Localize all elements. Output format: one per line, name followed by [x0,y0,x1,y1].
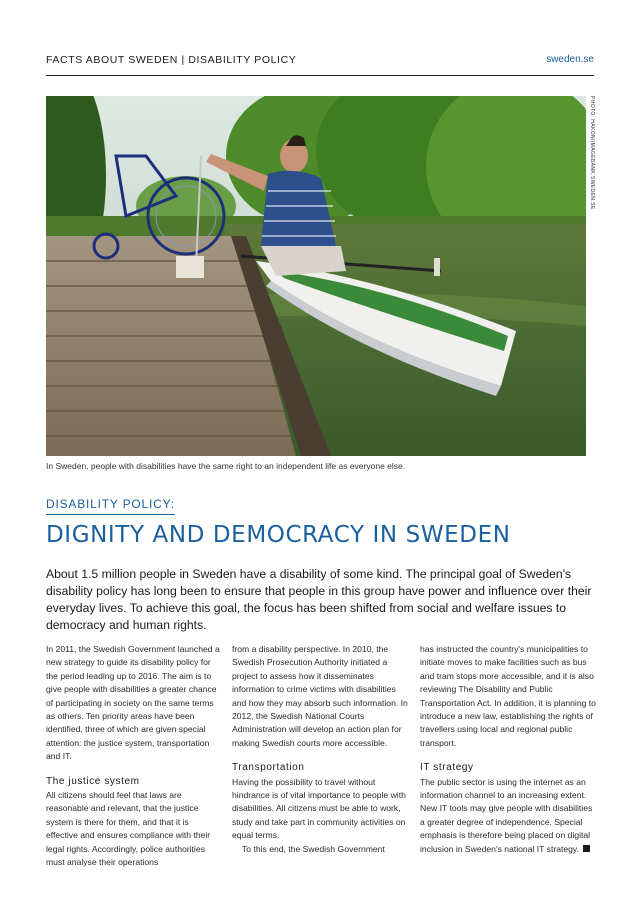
column-paragraph: has instructed the country's municipalities to initiate moves to make facilities such as bus and tram stops more accessible, and it is also reviewing The Disability and Public Transportation Act. In addition, it is planning to introduce a new law, establishing the rights of travellers using local and regional public transport. [420,644,596,748]
text-column-3 [420,643,596,856]
text-column-2 [232,643,408,856]
kayak-wheelchair-photo [46,96,586,456]
section-kicker: DISABILITY POLICY: [46,497,175,515]
photo-credit-text: PHOTO: HAKON/IMAGEBANK.SWEDEN.SE [589,96,595,210]
text-column-1 [46,643,222,870]
page-header [46,54,594,76]
lead-paragraph: About 1.5 million people in Sweden have a disability of some kind. The principal goal of Sweden's disability policy has long been to ensure that people in this group have power and influence over their everyday lives. To achieve this goal, the focus has been shifted from social and welfare issues to democracy and human rights. [46,567,592,632]
header-title: FACTS ABOUT SWEDEN | DISABILITY POLICY [46,54,297,66]
column-paragraph: In 2011, the Swedish Government launched a new strategy to guide its disability policy for the period leading up to 2016. The aim is to give people with disabilities a greater chance of participating in society on the same terms as others. Ten priority areas have been identified, three of which are given special attention: the justice system, transportation and IT. [46,644,220,762]
section-heading-transportation: Transportation [232,762,305,774]
section-heading-justice: The justice system [46,775,140,787]
column-paragraph-final [420,776,596,856]
page-title: DIGNITY AND DEMOCRACY IN SWEDEN [46,522,511,548]
photo-caption: In Sweden, people with disabilities have the same right to an independent life as everyone else. [46,461,406,471]
column-paragraph: from a disability perspective. In 2010, the Swedish Prosecution Authority initiated a project to assess how it disseminates information to crime victims with disabilities and how they may absorb such information. In 2012, the Swedish National Courts Administration will develop an action plan for making Swedish courts more accessible. [232,644,408,748]
column-paragraph: To this end, the Swedish Government [242,843,385,854]
column-paragraph: All citizens should feel that laws are reasonable and relevant, that the justice system is there for them, and that it is effective and ensures compliance with their legal rights. Accordingly, police authorities must analyse their operations [46,790,211,868]
final-paragraph-text: The public sector is using the internet as an information channel to an increasing extent. New IT tools may give people with disabilities a greater degree of independence. Special emphasis is therefore being placed on digital inclusion in Sweden's national IT strategy. [420,776,593,854]
end-of-article-square-icon [583,845,590,852]
photo-credit [585,96,597,210]
column-paragraph: Having the possibility to travel without hindrance is of vital importance to people with disabilities. All citizens must be able to work, study and take part in community activities on equal terms. [232,776,406,841]
site-link[interactable]: sweden.se [546,54,594,65]
section-heading-it-strategy: IT strategy [420,762,474,774]
